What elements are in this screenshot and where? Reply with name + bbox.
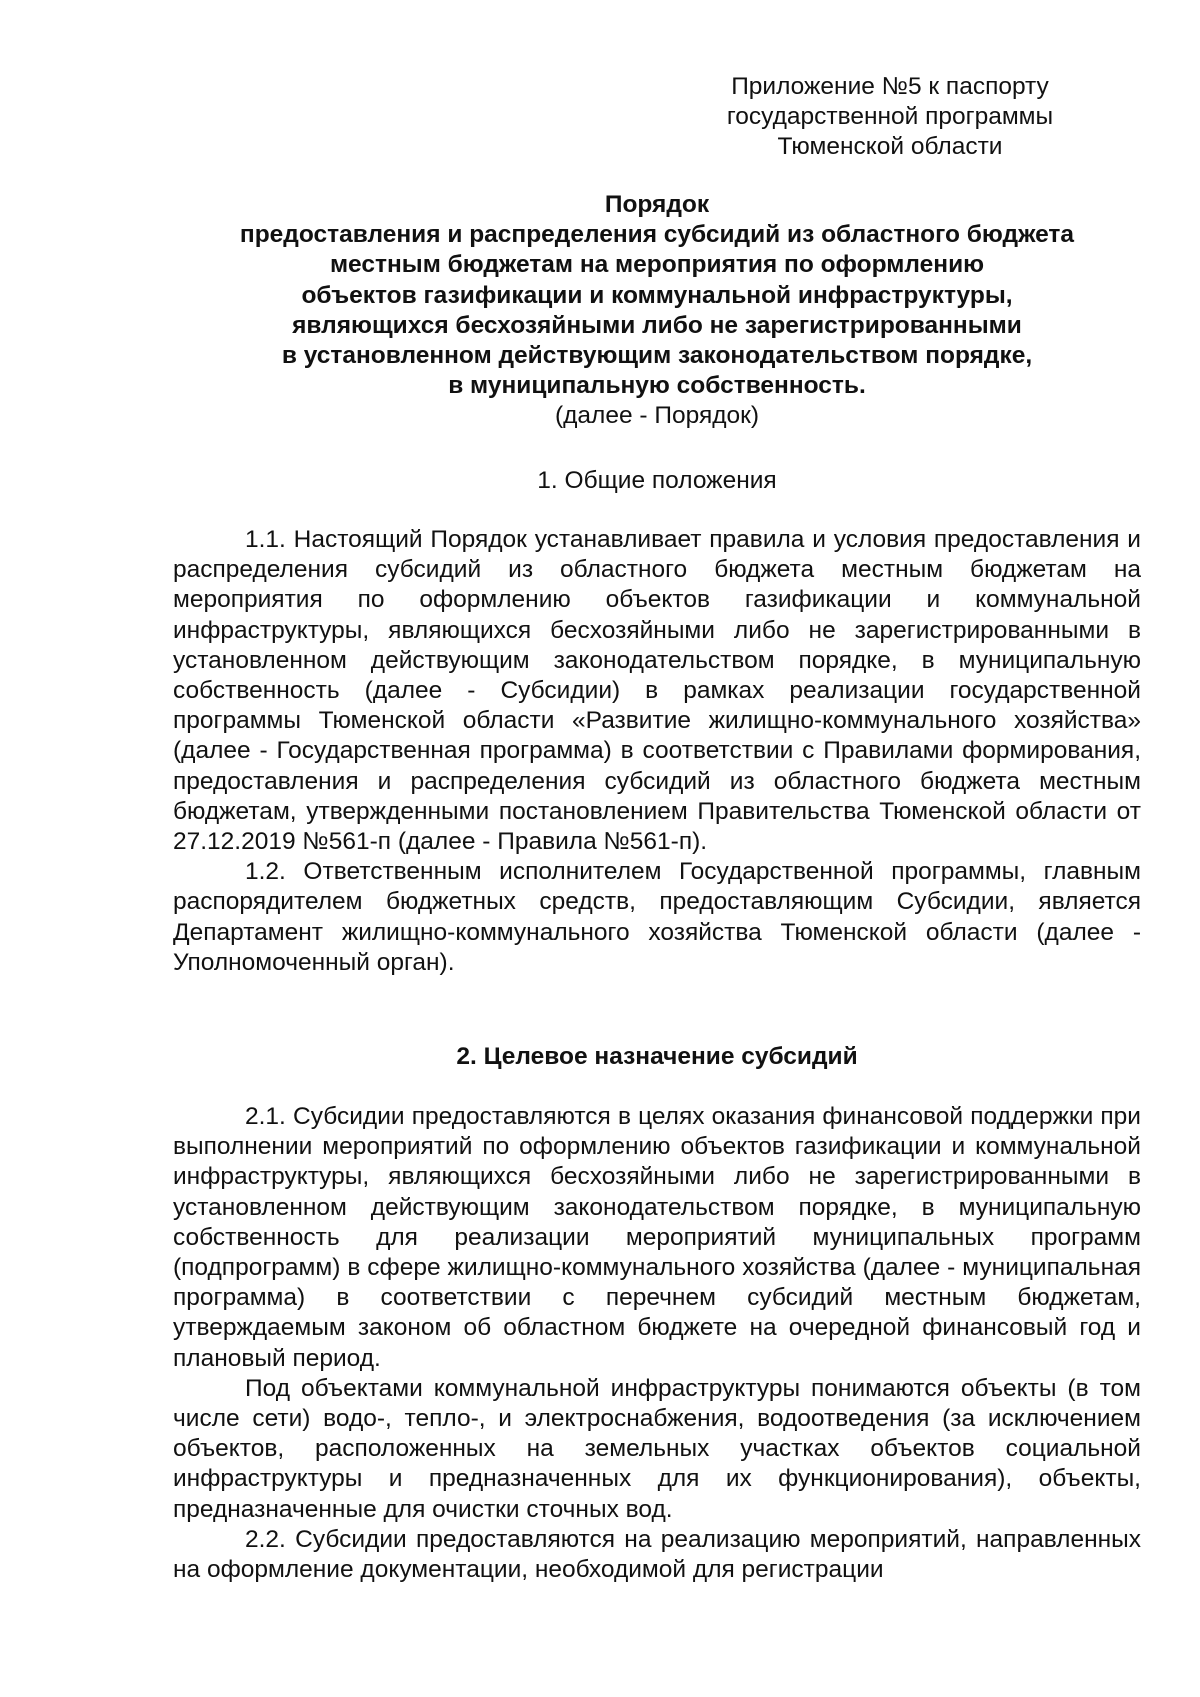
paragraph-2-1b: Под объектами коммунальной инфраструктуры понимаются объекты (в том числе сети) водо-, тепло-, и электроснабжения, водоотведения (за исключением объектов, расположенных на земельных участках объектов социальной инфраструктуры и предназначенных для их функционирования), объекты, предназначенные для очистки сточных вод. xyxy=(173,1374,1141,1523)
section-2-body xyxy=(173,1102,1141,1585)
title-line: Порядок xyxy=(604,191,710,218)
paragraph-2-1: 2.1. Субсидии предоставляются в целях оказания финансовой поддержки при выполнении мероприятий по оформлению объектов газификации и коммунальной инфраструктуры, являющихся бесхозяйными либо не зарегистрированными в установленном действующим законодательством порядке, в муниципальную собственность для реализации мероприятий муниципальных программ (подпрограмм) в сфере жилищно-коммунального хозяйства (далее - муниципальная программа) в соответствии с перечнем субсидий местным бюджетам, утверждаемым законом об областном бюджете на очередной финансовый год и плановый период. xyxy=(173,1103,1141,1372)
paragraph-2-2: 2.2. Субсидии предоставляются на реализацию мероприятий, направленных на оформление документации, необходимой для регистрации xyxy=(173,1525,1141,1584)
appendix-line: государственной программы xyxy=(726,103,1054,131)
title-subtitle: (далее - Порядок) xyxy=(554,402,760,430)
title-line: в муниципальную собственность. xyxy=(448,372,866,400)
title-line: местным бюджетам на мероприятия по оформлению xyxy=(329,251,985,279)
paragraph-1-1: 1.1. Настоящий Порядок устанавливает правила и условия предоставления и распределения субсидий из областного бюджета местным бюджетам на мероприятия по оформлению объектов газификации и коммунальной инфраструктуры, являющихся бесхозяйными либо не зарегистрированными в установленном действующим законодательством порядке, в муниципальную собственность (далее - Субсидии) в рамках реализации государственной программы Тюменской области «Развитие жилищно-коммунального хозяйства» (далее - Государственная программа) в соответствии с Правилами формирования, предоставления и распределения субсидий из областного бюджета местным бюджетам, утвержденными постановлением Правительства Тюменской области от 27.12.2019 №561-п (далее - Правила №561-п). xyxy=(173,526,1141,856)
document-title xyxy=(173,190,1141,432)
title-line: в установленном действующим законодательством порядке, xyxy=(281,342,1033,370)
section-1-body xyxy=(173,525,1141,978)
appendix-note xyxy=(680,72,1100,163)
section-2-heading: 2. Целевое назначение субсидий xyxy=(456,1043,858,1070)
paragraph-1-2: 1.2. Ответственным исполнителем Государственной программы, главным распорядителем бюджетных средств, предоставляющим Субсидии, является Департамент жилищно-коммунального хозяйства Тюменской области (далее - Уполномоченный орган). xyxy=(173,858,1141,976)
title-line: объектов газификации и коммунальной инфраструктуры, xyxy=(301,281,1013,309)
section-1-heading: 1. Общие положения xyxy=(537,467,777,494)
appendix-line: Приложение №5 к паспорту xyxy=(731,73,1049,100)
title-line: предоставления и распределения субсидий из областного бюджета xyxy=(239,221,1075,249)
title-line: являющихся бесхозяйными либо не зарегистрированными xyxy=(292,311,1022,339)
appendix-line: Тюменской области xyxy=(777,133,1003,161)
